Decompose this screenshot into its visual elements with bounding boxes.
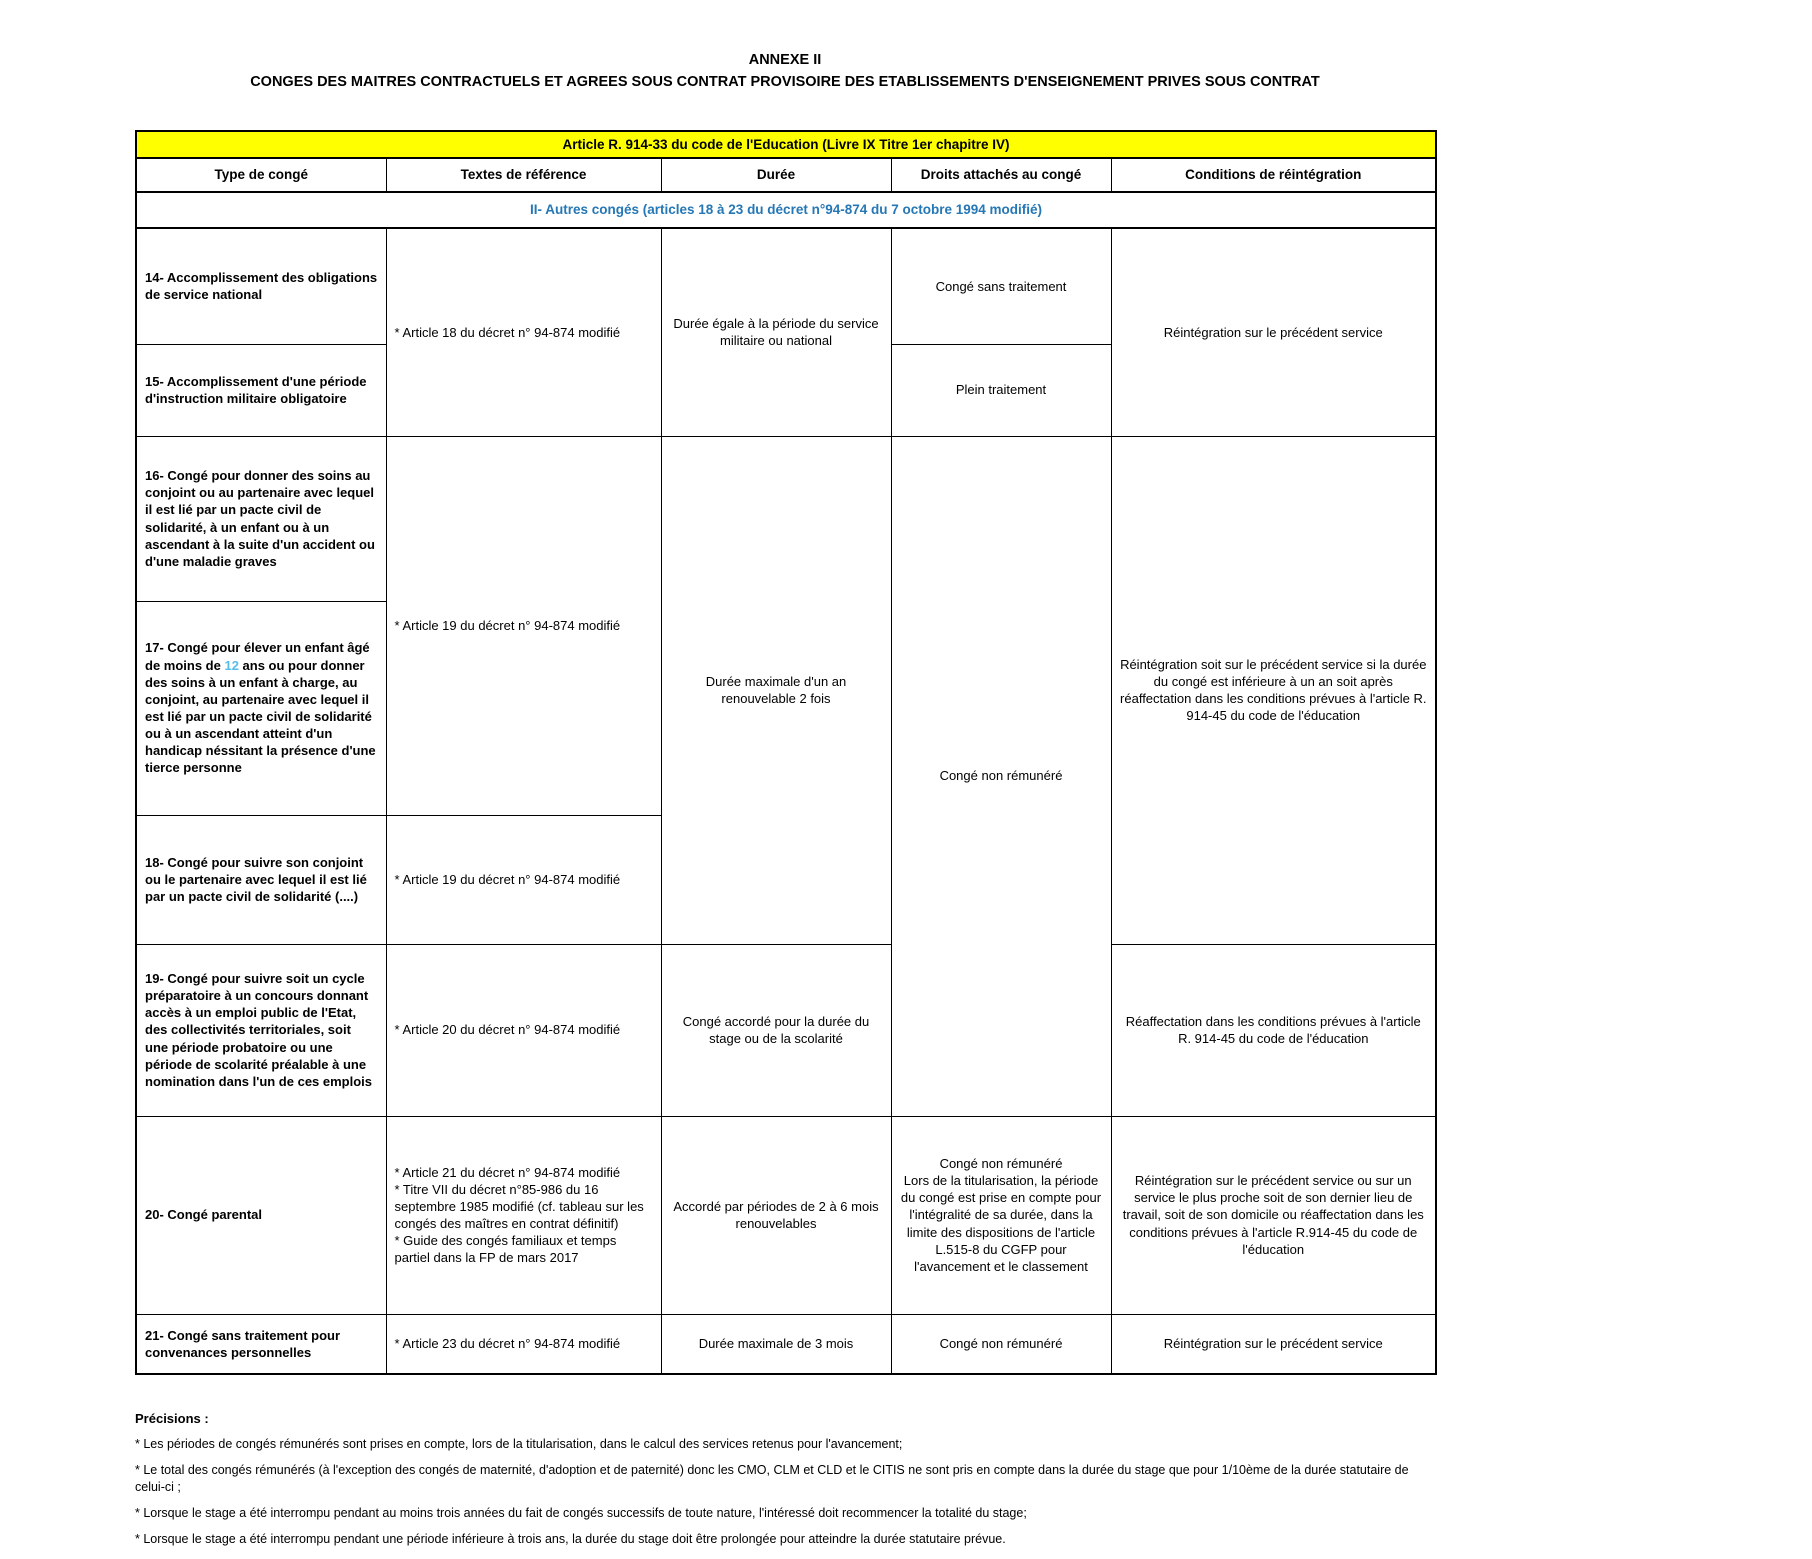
cell-type-19: 19- Congé pour suivre soit un cycle préparatoire à un concours donnant accès à un emploi public de l'Etat, des collectivités territoriales, soit une période probatoire ou une période de scolarité préalable à une nomination dans l'un de ces emplois	[136, 944, 386, 1116]
col-header-conditions: Conditions de réintégration	[1111, 158, 1436, 192]
page-title: ANNEXE II	[748, 52, 822, 68]
col-header-type: Type de congé	[136, 158, 386, 192]
table-header-row	[136, 158, 1436, 192]
cell-conditions-19: Réaffectation dans les conditions prévues à l'article R. 914-45 du code de l'éducation	[1111, 944, 1436, 1116]
cell-textes-20-line1: * Article 21 du décret n° 94-874 modifié	[394, 1164, 621, 1180]
precisions-heading: Précisions :	[135, 1411, 209, 1426]
document-sheet	[135, 0, 1435, 1547]
section-title: II- Autres congés (articles 18 à 23 du décret n°94-874 du 7 octobre 1994 modifié)	[136, 192, 1436, 228]
cell-textes-20-line2: * Titre VII du décret n°85-986 du 16 septembre 1985 modifié (cf. tableau sur les congés des maîtres en contrat définitif)	[394, 1181, 644, 1231]
cell-droits-20	[891, 1116, 1111, 1314]
conges-table	[135, 130, 1437, 1375]
cell-textes-20	[386, 1116, 661, 1314]
cell-droits-20-line1: Congé non rémunéré	[939, 1155, 1063, 1171]
cell-type-15: 15- Accomplissement d'une période d'instruction militaire obligatoire	[136, 344, 386, 436]
table-row	[136, 228, 1436, 344]
cell-duree-20: Accordé par périodes de 2 à 6 mois renouvelables	[661, 1116, 891, 1314]
cell-textes-16-17: * Article 19 du décret n° 94-874 modifié	[386, 436, 661, 815]
cell-type-17-text-after: ans ou pour donner des soins à un enfant à charge, au conjoint, au partenaire avec lequel il est lié par un pacte civil de solidarité ou à un ascendant atteint d'un handicap néssitant la présence d'une tierce personne	[145, 657, 376, 776]
cell-type-17-text-before: 17- Congé pour élever un enfant âgé de moins de	[145, 640, 370, 673]
col-header-textes: Textes de référence	[386, 158, 661, 192]
cell-droits-15: Plein traitement	[891, 344, 1111, 436]
table-row	[136, 1314, 1436, 1374]
cell-type-17-highlight-12: 12	[224, 657, 239, 673]
cell-textes-21: * Article 23 du décret n° 94-874 modifié	[386, 1314, 661, 1374]
page-subtitle: CONGES DES MAITRES CONTRACTUELS ET AGREES SOUS CONTRAT PROVISOIRE DES ETABLISSEMENTS D'ENSEIGNEMENT PRIVES SOUS CONTRAT	[250, 74, 1320, 90]
precisions-section	[135, 1411, 1435, 1547]
cell-duree-16-18: Durée maximale d'un an renouvelable 2 fois	[661, 436, 891, 944]
cell-type-14: 14- Accomplissement des obligations de service national	[136, 228, 386, 344]
cell-textes-14-15: * Article 18 du décret n° 94-874 modifié	[386, 228, 661, 436]
cell-duree-21: Durée maximale de 3 mois	[661, 1314, 891, 1374]
col-header-droits: Droits attachés au congé	[891, 158, 1111, 192]
cell-textes-18: * Article 19 du décret n° 94-874 modifié	[386, 815, 661, 944]
cell-droits-20-line2: Lors de la titularisation, la période du congé est prise en compte pour l'intégralité de sa durée, dans la limite des dispositions de l'article L.515-8 du CGFP pour l'avancement et le classement	[900, 1173, 1102, 1274]
precision-note-1: * Les périodes de congés rémunérés sont prises en compte, lors de la titularisation, dans le calcul des services retenus pour l'avancement;	[135, 1437, 903, 1451]
cell-conditions-14-15: Réintégration sur le précédent service	[1111, 228, 1436, 436]
cell-textes-19: * Article 20 du décret n° 94-874 modifié	[386, 944, 661, 1116]
cell-type-17	[136, 601, 386, 815]
precision-note-3: * Lorsque le stage a été interrompu pendant au moins trois années du fait de congés successifs de toute nature, l'intéressé doit recommencer la totalité du stage;	[135, 1505, 1027, 1520]
col-header-duree: Durée	[661, 158, 891, 192]
cell-textes-20-line3: * Guide des congés familiaux et temps partiel dans la FP de mars 2017	[394, 1233, 617, 1266]
cell-droits-14: Congé sans traitement	[891, 228, 1111, 344]
cell-conditions-21: Réintégration sur le précédent service	[1111, 1314, 1436, 1374]
cell-duree-14-15: Durée égale à la période du service militaire ou national	[661, 228, 891, 436]
table-row	[136, 436, 1436, 601]
table-banner: Article R. 914-33 du code de l'Education (Livre IX Titre 1er chapitre IV)	[136, 131, 1436, 158]
title-block	[135, 52, 1435, 90]
cell-conditions-20: Réintégration sur le précédent service ou sur un service le plus proche soit de son dernier lieu de travail, soit de son domicile ou réaffectation dans les conditions prévues à l'article R.914-45 du code de l'éducation	[1111, 1116, 1436, 1314]
precision-note-4: * Lorsque le stage a été interrompu pendant une période inférieure à trois ans, la durée du stage doit être prolongée pour atteindre la durée statutaire prévue.	[135, 1531, 1006, 1546]
section-row	[136, 192, 1436, 228]
cell-conditions-16-18: Réintégration soit sur le précédent service si la durée du congé est inférieure à un an soit après réaffectation dans les conditions prévues à l'article R. 914-45 du code de l'éducation	[1111, 436, 1436, 944]
cell-droits-21: Congé non rémunéré	[891, 1314, 1111, 1374]
table-banner-row	[136, 131, 1436, 158]
cell-type-16: 16- Congé pour donner des soins au conjoint ou au partenaire avec lequel il est lié par un pacte civil de solidarité, à un enfant ou à un ascendant à la suite d'un accident ou d'une maladie graves	[136, 436, 386, 601]
cell-type-21: 21- Congé sans traitement pour convenances personnelles	[136, 1314, 386, 1374]
cell-type-20: 20- Congé parental	[136, 1116, 386, 1314]
precision-note-2: * Le total des congés rémunérés (à l'exception des congés de maternité, d'adoption et de paternité) donc les CMO, CLM et CLD et le CITIS ne sont pris en compte dans la durée du stage que pour 1/10ème de la durée statutaire de celui-ci ;	[135, 1462, 1409, 1494]
cell-type-18: 18- Congé pour suivre son conjoint ou le partenaire avec lequel il est lié par un pacte civil de solidarité (....)	[136, 815, 386, 944]
table-row	[136, 1116, 1436, 1314]
cell-droits-16-19: Congé non rémunéré	[891, 436, 1111, 1116]
cell-duree-19: Congé accordé pour la durée du stage ou de la scolarité	[661, 944, 891, 1116]
table-row	[136, 944, 1436, 1116]
